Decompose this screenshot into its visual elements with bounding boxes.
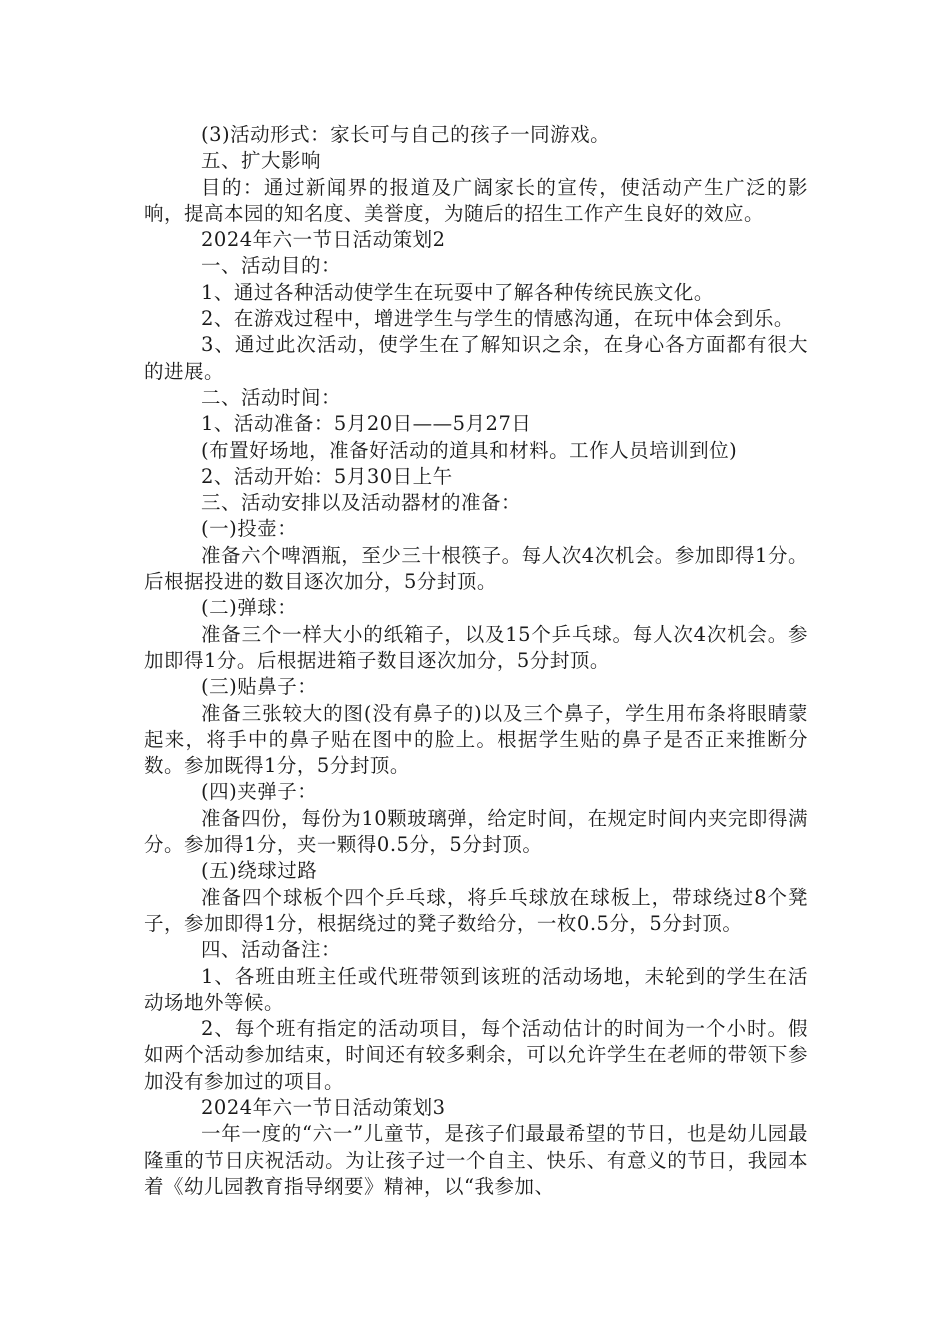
section-heading: 一、活动目的： bbox=[201, 254, 342, 278]
paragraph: 2、在游戏过程中，增进学生与学生的情感沟通，在玩中体会到乐。 bbox=[201, 307, 794, 331]
subsection-heading: (一)投壶： bbox=[201, 517, 298, 541]
section-heading: 五、扩大影响 bbox=[201, 149, 322, 173]
subsection-heading: (五)绕球过路 bbox=[201, 859, 318, 883]
paragraph: 3、通过此次活动，使学生在了解知识之余，在身心各方面都有很大的进展。 bbox=[144, 333, 808, 383]
section-heading: 三、活动安排以及活动器材的准备： bbox=[201, 491, 522, 515]
subsection-heading: (二)弹球： bbox=[201, 596, 298, 620]
paragraph: (3)活动形式：家长可与自己的孩子一同游戏。 bbox=[201, 123, 611, 146]
paragraph: 2、每个班有指定的活动项目，每个活动估计的时间为一个小时。假如两个活动参加结束，时间还有较多剩余，可以允许学生在老师的带领下参加没有参加过的项目。 bbox=[144, 1017, 808, 1093]
paragraph: 准备三个一样大小的纸箱子，以及15个乒乓球。每人次4次机会。参加即得1分。后根据进箱子数目逐次加分，5分封顶。 bbox=[144, 622, 808, 672]
document-title: 2024年六一节日活动策划2 bbox=[201, 228, 446, 252]
paragraph: 准备六个啤酒瓶，至少三十根筷子。每人次4次机会。参加即得1分。后根据投进的数目逐次加分，5分封顶。 bbox=[144, 543, 808, 594]
paragraph: 目的：通过新闻界的报道及广阔家长的宣传，使活动产生广泛的影响，提高本园的知名度、美誉度，为随后的招生工作产生良好的效应。 bbox=[144, 175, 808, 225]
paragraph: (布置好场地，准备好活动的道具和材料。工作人员培训到位) bbox=[201, 438, 738, 462]
paragraph: 1、活动准备：5月20日——5月27日 bbox=[201, 412, 532, 436]
section-heading: 二、活动时间： bbox=[201, 385, 342, 409]
document-body bbox=[144, 122, 808, 1200]
document-title: 2024年六一节日活动策划3 bbox=[201, 1095, 446, 1119]
paragraph: 一年一度的“六一”儿童节，是孩子们最最希望的节日，也是幼儿园最隆重的节日庆祝活动。为让孩子过一个自主、快乐、有意义的节日，我园本着《幼儿园教育指导纲要》精神，以“我参加、 bbox=[144, 1122, 808, 1198]
paragraph: 准备四份，每份为10颗玻璃弹，给定时间，在规定时间内夹完即得满分。参加得1分，夹一颗得0.5分，5分封顶。 bbox=[144, 806, 808, 857]
paragraph: 1、各班由班主任或代班带领到该班的活动场地，未轮到的学生在活动场地外等候。 bbox=[144, 964, 808, 1014]
paragraph: 准备四个球板个四个乒乓球，将乒乓球放在球板上，带球绕过8个凳子，参加即得1分，根据绕过的凳子数给分，一枚0.5分，5分封顶。 bbox=[144, 885, 808, 935]
subsection-heading: (四)夹弹子： bbox=[201, 780, 318, 804]
paragraph: 2、活动开始：5月30日上午 bbox=[201, 464, 453, 488]
subsection-heading: (三)贴鼻子： bbox=[201, 675, 318, 699]
paragraph: 准备三张较大的图(没有鼻子的)以及三个鼻子，学生用布条将眼睛蒙起来，将手中的鼻子贴在图中的脸上。根据学生贴的鼻子是否正来推断分数。参加既得1分，5分封顶。 bbox=[144, 701, 808, 778]
section-heading: 四、活动备注： bbox=[201, 938, 342, 962]
paragraph: 1、通过各种活动使学生在玩耍中了解各种传统民族文化。 bbox=[201, 280, 714, 304]
